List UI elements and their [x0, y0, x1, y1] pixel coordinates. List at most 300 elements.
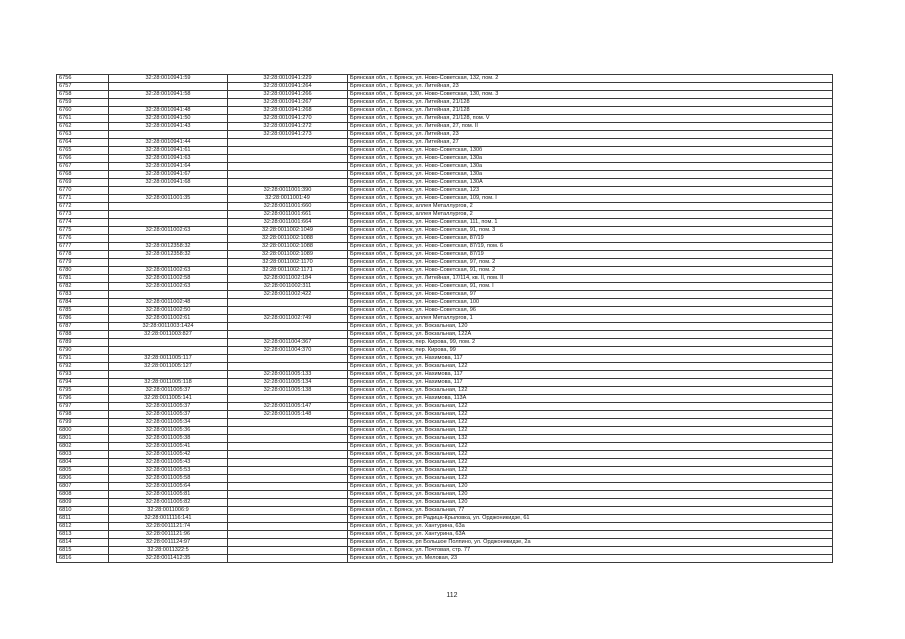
- address-cell: Брянская обл., г. Брянск, ул. Ново-Советская, 132, пом. 2: [348, 75, 833, 83]
- address-cell: Брянская обл., г. Брянск, ул. Вокзальная, 120: [348, 323, 833, 331]
- address-cell: Брянская обл., г. Брянск, ул. Литейная, 21/128, пом. V: [348, 115, 833, 123]
- table-row: [57, 123, 833, 131]
- object-number-cell: [228, 531, 348, 539]
- table-row: [57, 427, 833, 435]
- parcel-number-cell: 32:28:0011322:5: [109, 547, 228, 555]
- address-cell: Брянская обл., г. Брянск, ул. Литейная, 21/128: [348, 107, 833, 115]
- row-number-cell: 6808: [57, 491, 109, 499]
- table-row: [57, 283, 833, 291]
- parcel-number-cell: 32:28:0011005:41: [109, 443, 228, 451]
- object-number-cell: 32:28:0010941:229: [228, 75, 348, 83]
- address-cell: Брянская обл., г. Брянск, ул. Вокзальная, 122А: [348, 331, 833, 339]
- address-cell: Брянская обл., г. Брянск, ул. Нахимова, 117: [348, 355, 833, 363]
- table-row: [57, 331, 833, 339]
- table-row: [57, 75, 833, 83]
- row-number-cell: 6792: [57, 363, 109, 371]
- row-number-cell: 6791: [57, 355, 109, 363]
- address-cell: Брянская обл., г. Брянск, аллея Металлургов, 2: [348, 203, 833, 211]
- row-number-cell: 6768: [57, 171, 109, 179]
- address-cell: Брянская обл., г. Брянск, ул. Вокзальная, 132: [348, 435, 833, 443]
- address-cell: Брянская обл., г. Брянск, ул. Вокзальная, 122: [348, 411, 833, 419]
- object-number-cell: 32:28:0010941:264: [228, 83, 348, 91]
- parcel-number-cell: 32:28:0011002:63: [109, 267, 228, 275]
- address-cell: Брянская обл., г. Брянск, пер. Кирова, 99, пом. 2: [348, 339, 833, 347]
- object-number-cell: 32:28:0011002:1170: [228, 259, 348, 267]
- address-cell: Брянская обл., г. Брянск, ул. Вокзальная, 120: [348, 499, 833, 507]
- table-row: [57, 163, 833, 171]
- table-row: [57, 307, 833, 315]
- table-row: [57, 547, 833, 555]
- address-cell: Брянская обл., г. Брянск, ул. Вокзальная, 122: [348, 451, 833, 459]
- object-number-cell: 32:28:0011002:1088: [228, 243, 348, 251]
- row-number-cell: 6784: [57, 299, 109, 307]
- row-number-cell: 6759: [57, 99, 109, 107]
- row-number-cell: 6809: [57, 499, 109, 507]
- row-number-cell: 6765: [57, 147, 109, 155]
- row-number-cell: 6760: [57, 107, 109, 115]
- address-cell: Брянская обл., г. Брянск, ул. Ново-Советская, 91, пом. 3: [348, 227, 833, 235]
- object-number-cell: [228, 363, 348, 371]
- table-row: [57, 315, 833, 323]
- object-number-cell: 32:28:0011002:184: [228, 275, 348, 283]
- row-number-cell: 6794: [57, 379, 109, 387]
- address-cell: Брянская обл., г. Брянск, ул. Вокзальная, 77: [348, 507, 833, 515]
- table-row: [57, 83, 833, 91]
- address-cell: Брянская обл., г. Брянск, ул. Вокзальная, 122: [348, 459, 833, 467]
- parcel-number-cell: [109, 291, 228, 299]
- address-cell: Брянская обл., г. Брянск, ул. Нахимова, 117: [348, 371, 833, 379]
- object-number-cell: [228, 179, 348, 187]
- table-row: [57, 371, 833, 379]
- table-row: [57, 211, 833, 219]
- object-number-cell: [228, 155, 348, 163]
- table-row: [57, 219, 833, 227]
- parcel-number-cell: 32:28:0011005:43: [109, 459, 228, 467]
- address-cell: Брянская обл., г. Брянск, рп Большое Полпино, ул. Орджоникидзе, 2а: [348, 539, 833, 547]
- address-cell: Брянская обл., г. Брянск, ул. Ново-Советская, 130а: [348, 155, 833, 163]
- row-number-cell: 6756: [57, 75, 109, 83]
- address-cell: Брянская обл., г. Брянск, ул. Вокзальная, 120: [348, 491, 833, 499]
- address-cell: Брянская обл., г. Брянск, ул. Ново-Советская, 96: [348, 307, 833, 315]
- object-number-cell: 32:28:0011001:49: [228, 195, 348, 203]
- table-row: [57, 403, 833, 411]
- parcel-number-cell: 32:28:0011005:36: [109, 427, 228, 435]
- row-number-cell: 6787: [57, 323, 109, 331]
- address-cell: Брянская обл., г. Брянск, ул. Ново-Советская, 97: [348, 291, 833, 299]
- object-number-cell: 32:28:0011005:147: [228, 403, 348, 411]
- parcel-number-cell: [109, 83, 228, 91]
- object-number-cell: 32:28:0011001:664: [228, 219, 348, 227]
- row-number-cell: 6800: [57, 427, 109, 435]
- address-cell: Брянская обл., г. Брянск, ул. Хантурина, 63А: [348, 531, 833, 539]
- row-number-cell: 6771: [57, 195, 109, 203]
- row-number-cell: 6767: [57, 163, 109, 171]
- table-row: [57, 259, 833, 267]
- parcel-number-cell: 32:28:0010941:48: [109, 107, 228, 115]
- row-number-cell: 6796: [57, 395, 109, 403]
- table-row: [57, 379, 833, 387]
- row-number-cell: 6757: [57, 83, 109, 91]
- object-number-cell: 32:28:0011002:1089: [228, 251, 348, 259]
- parcel-number-cell: [109, 235, 228, 243]
- table-row: [57, 275, 833, 283]
- object-number-cell: [228, 459, 348, 467]
- row-number-cell: 6758: [57, 91, 109, 99]
- address-cell: Брянская обл., г. Брянск, ул. Ново-Советская, 87/19: [348, 235, 833, 243]
- row-number-cell: 6776: [57, 235, 109, 243]
- table-row: [57, 395, 833, 403]
- row-number-cell: 6802: [57, 443, 109, 451]
- table-row: [57, 355, 833, 363]
- object-number-cell: 32:28:0011002:749: [228, 315, 348, 323]
- address-cell: Брянская обл., г. Брянск, ул. Вокзальная, 122: [348, 403, 833, 411]
- parcel-number-cell: 32:28:0011006:9: [109, 507, 228, 515]
- table-row: [57, 483, 833, 491]
- row-number-cell: 6780: [57, 267, 109, 275]
- address-cell: Брянская обл., г. Брянск, ул. Литейная, 21/128: [348, 99, 833, 107]
- table-row: [57, 419, 833, 427]
- parcel-number-cell: 32:28:0010941:58: [109, 91, 228, 99]
- table-row: [57, 443, 833, 451]
- address-cell: Брянская обл., г. Брянск, ул. Литейная, 23: [348, 131, 833, 139]
- table-row: [57, 387, 833, 395]
- address-cell: Брянская обл., г. Брянск, ул. Вокзальная, 122: [348, 387, 833, 395]
- row-number-cell: 6779: [57, 259, 109, 267]
- address-cell: Брянская обл., г. Брянск, ул. Вокзальная, 122: [348, 419, 833, 427]
- object-number-cell: [228, 435, 348, 443]
- address-cell: Брянская обл., г. Брянск, ул. Ново-Советская, 123: [348, 187, 833, 195]
- table-row: [57, 507, 833, 515]
- parcel-number-cell: 32:28:0011124:97: [109, 539, 228, 547]
- table-row: [57, 107, 833, 115]
- address-cell: Брянская обл., г. Брянск, ул. Нахимова, 113А: [348, 395, 833, 403]
- address-cell: Брянская обл., г. Брянск, ул. Ново-Советская, 91, пом. I: [348, 283, 833, 291]
- object-number-cell: 32:28:0011002:1049: [228, 227, 348, 235]
- table-row: [57, 323, 833, 331]
- table-row: [57, 451, 833, 459]
- parcel-number-cell: 32:28:0011002:63: [109, 227, 228, 235]
- row-number-cell: 6770: [57, 187, 109, 195]
- parcel-number-cell: [109, 203, 228, 211]
- object-number-cell: [228, 147, 348, 155]
- row-number-cell: 6805: [57, 467, 109, 475]
- object-number-cell: [228, 307, 348, 315]
- table-row: [57, 91, 833, 99]
- parcel-number-cell: 32:28:0010941:50: [109, 115, 228, 123]
- parcel-number-cell: 32:28:0011005:38: [109, 435, 228, 443]
- object-number-cell: 32:28:0010941:267: [228, 99, 348, 107]
- object-number-cell: 32:28:0011004:370: [228, 347, 348, 355]
- address-cell: Брянская обл., г. Брянск, ул. Вокзальная, 122: [348, 467, 833, 475]
- table-row: [57, 171, 833, 179]
- table-row: [57, 195, 833, 203]
- address-cell: Брянская обл., г. Брянск, пер. Кирова, 99: [348, 347, 833, 355]
- address-cell: Брянская обл., г. Брянск, ул. Вокзальная, 122: [348, 475, 833, 483]
- object-number-cell: [228, 163, 348, 171]
- parcel-number-cell: 32:28:0011005:118: [109, 379, 228, 387]
- address-cell: Брянская обл., г. Брянск, ул. Вокзальная, 122: [348, 443, 833, 451]
- table-row: [57, 187, 833, 195]
- cadastral-table: [56, 74, 833, 563]
- row-number-cell: 6781: [57, 275, 109, 283]
- row-number-cell: 6799: [57, 419, 109, 427]
- table-row: [57, 515, 833, 523]
- object-number-cell: [228, 395, 348, 403]
- object-number-cell: 32:28:0011005:134: [228, 379, 348, 387]
- parcel-number-cell: 32:28:0012358:32: [109, 243, 228, 251]
- address-cell: Брянская обл., г. Брянск, ул. Ново-Советская, 97, пом. 2: [348, 259, 833, 267]
- table-row: [57, 267, 833, 275]
- parcel-number-cell: 32:28:0011002:58: [109, 275, 228, 283]
- parcel-number-cell: 32:28:0011005:127: [109, 363, 228, 371]
- table-row: [57, 531, 833, 539]
- parcel-number-cell: [109, 259, 228, 267]
- object-number-cell: [228, 515, 348, 523]
- table-row: [57, 243, 833, 251]
- row-number-cell: 6790: [57, 347, 109, 355]
- address-cell: Брянская обл., г. Брянск, ул. Литейная, 27, пом. II: [348, 123, 833, 131]
- address-cell: Брянская обл., г. Брянск, ул. Литейная, 23: [348, 83, 833, 91]
- address-cell: Брянская обл., г. Брянск, ул. Почтовая, стр. 77: [348, 547, 833, 555]
- object-number-cell: [228, 507, 348, 515]
- row-number-cell: 6798: [57, 411, 109, 419]
- object-number-cell: 32:28:0011002:1088: [228, 235, 348, 243]
- row-number-cell: 6783: [57, 291, 109, 299]
- parcel-number-cell: [109, 131, 228, 139]
- row-number-cell: 6804: [57, 459, 109, 467]
- address-cell: Брянская обл., г. Брянск, ул. Вокзальная, 120: [348, 483, 833, 491]
- parcel-number-cell: 32:28:0011005:58: [109, 475, 228, 483]
- object-number-cell: [228, 139, 348, 147]
- table-row: [57, 115, 833, 123]
- address-cell: Брянская обл., г. Брянск, ул. Ново-Советская, 87/19, пом. 6: [348, 243, 833, 251]
- object-number-cell: [228, 491, 348, 499]
- address-cell: Брянская обл., г. Брянск, ул. Литейная, 17/114, кв. II, пом. II: [348, 275, 833, 283]
- table-row: [57, 475, 833, 483]
- page-number: 112: [446, 592, 458, 599]
- address-cell: Брянская обл., г. Брянск, ул. Вокзальная, 122: [348, 427, 833, 435]
- object-number-cell: [228, 331, 348, 339]
- row-number-cell: 6793: [57, 371, 109, 379]
- parcel-number-cell: 32:28:0010941:59: [109, 75, 228, 83]
- table-row: [57, 339, 833, 347]
- parcel-number-cell: 32:28:0010941:43: [109, 123, 228, 131]
- row-number-cell: 6814: [57, 539, 109, 547]
- object-number-cell: [228, 539, 348, 547]
- object-number-cell: [228, 499, 348, 507]
- row-number-cell: 6773: [57, 211, 109, 219]
- table-row: [57, 363, 833, 371]
- address-cell: Брянская обл., г. Брянск, ул. Ново-Советская, 91, пом. 2: [348, 267, 833, 275]
- table-body: [57, 75, 833, 563]
- row-number-cell: 6785: [57, 307, 109, 315]
- parcel-number-cell: 32:28:0010941:67: [109, 171, 228, 179]
- object-number-cell: 32:28:0010941:268: [228, 107, 348, 115]
- parcel-number-cell: 32:28:0010941:63: [109, 155, 228, 163]
- table-row: [57, 299, 833, 307]
- row-number-cell: 6763: [57, 131, 109, 139]
- table-row: [57, 555, 833, 563]
- table-row: [57, 235, 833, 243]
- address-cell: Брянская обл., г. Брянск, ул. Хантурина, 63а: [348, 523, 833, 531]
- object-number-cell: [228, 299, 348, 307]
- row-number-cell: 6813: [57, 531, 109, 539]
- table-row: [57, 539, 833, 547]
- address-cell: Брянская обл., г. Брянск, ул. Меловая, 23: [348, 555, 833, 563]
- table-row: [57, 347, 833, 355]
- parcel-number-cell: 32:28:0011005:37: [109, 403, 228, 411]
- row-number-cell: 6803: [57, 451, 109, 459]
- row-number-cell: 6789: [57, 339, 109, 347]
- table-row: [57, 179, 833, 187]
- address-cell: Брянская обл., г. Брянск, аллея Металлургов, 2: [348, 211, 833, 219]
- object-number-cell: [228, 523, 348, 531]
- address-cell: Брянская обл., г. Брянск, аллея Металлургов, 1: [348, 315, 833, 323]
- parcel-number-cell: 32:28:0011005:117: [109, 355, 228, 363]
- row-number-cell: 6812: [57, 523, 109, 531]
- row-number-cell: 6772: [57, 203, 109, 211]
- address-cell: Брянская обл., г. Брянск, ул. Ново-Советская, 100: [348, 299, 833, 307]
- table-row: [57, 459, 833, 467]
- row-number-cell: 6811: [57, 515, 109, 523]
- row-number-cell: 6774: [57, 219, 109, 227]
- parcel-number-cell: 32:28:0011005:53: [109, 467, 228, 475]
- object-number-cell: [228, 451, 348, 459]
- address-cell: Брянская обл., г. Брянск, ул. Ново-Советская, 130, пом. 3: [348, 91, 833, 99]
- object-number-cell: 32:28:0011001:660: [228, 203, 348, 211]
- row-number-cell: 6777: [57, 243, 109, 251]
- table-row: [57, 523, 833, 531]
- address-cell: Брянская обл., г. Брянск, ул. Ново-Советская, 109, пом. I: [348, 195, 833, 203]
- object-number-cell: 32:28:0011001:661: [228, 211, 348, 219]
- table-row: [57, 147, 833, 155]
- row-number-cell: 6782: [57, 283, 109, 291]
- row-number-cell: 6766: [57, 155, 109, 163]
- object-number-cell: [228, 419, 348, 427]
- object-number-cell: [228, 483, 348, 491]
- object-number-cell: 32:28:0011002:422: [228, 291, 348, 299]
- parcel-number-cell: 32:28:0011002:63: [109, 283, 228, 291]
- row-number-cell: 6815: [57, 547, 109, 555]
- object-number-cell: 32:28:0010941:266: [228, 91, 348, 99]
- object-number-cell: 32:28:0011002:1171: [228, 267, 348, 275]
- object-number-cell: [228, 427, 348, 435]
- table-row: [57, 411, 833, 419]
- object-number-cell: 32:28:0011005:138: [228, 387, 348, 395]
- row-number-cell: 6775: [57, 227, 109, 235]
- object-number-cell: [228, 555, 348, 563]
- parcel-number-cell: 32:28:0011003:1424: [109, 323, 228, 331]
- address-cell: Брянская обл., г. Брянск, ул. Ново-Советская, 111, пом. 1: [348, 219, 833, 227]
- table-row: [57, 203, 833, 211]
- table-row: [57, 227, 833, 235]
- parcel-number-cell: 32:28:0011121:96: [109, 531, 228, 539]
- object-number-cell: 32:28:0011004:367: [228, 339, 348, 347]
- parcel-number-cell: [109, 211, 228, 219]
- row-number-cell: 6762: [57, 123, 109, 131]
- parcel-number-cell: 32:28:0012358:32: [109, 251, 228, 259]
- parcel-number-cell: 32:28:0011005:37: [109, 387, 228, 395]
- object-number-cell: [228, 547, 348, 555]
- row-number-cell: 6788: [57, 331, 109, 339]
- row-number-cell: 6816: [57, 555, 109, 563]
- parcel-number-cell: [109, 187, 228, 195]
- object-number-cell: 32:28:0011001:390: [228, 187, 348, 195]
- row-number-cell: 6769: [57, 179, 109, 187]
- parcel-number-cell: 32:28:0011002:48: [109, 299, 228, 307]
- address-cell: Брянская обл., г. Брянск, ул. Ново-Советская, 130А: [348, 179, 833, 187]
- address-cell: Брянская обл., г. Брянск, ул. Ново-Советская, 130а: [348, 171, 833, 179]
- table-row: [57, 499, 833, 507]
- object-number-cell: 32:28:0010941:270: [228, 115, 348, 123]
- object-number-cell: [228, 355, 348, 363]
- parcel-number-cell: 32:28:0010941:44: [109, 139, 228, 147]
- object-number-cell: [228, 475, 348, 483]
- object-number-cell: 32:28:0011005:148: [228, 411, 348, 419]
- parcel-number-cell: 32:28:0011001:35: [109, 195, 228, 203]
- row-number-cell: 6806: [57, 475, 109, 483]
- parcel-number-cell: [109, 339, 228, 347]
- address-cell: Брянская обл., г. Брянск, ул. Литейная, 27: [348, 139, 833, 147]
- table-row: [57, 467, 833, 475]
- row-number-cell: 6761: [57, 115, 109, 123]
- row-number-cell: 6786: [57, 315, 109, 323]
- parcel-number-cell: 32:28:0010941:68: [109, 179, 228, 187]
- parcel-number-cell: 32:28:0011005:34: [109, 419, 228, 427]
- parcel-number-cell: 32:28:0011412:35: [109, 555, 228, 563]
- row-number-cell: 6797: [57, 403, 109, 411]
- parcel-number-cell: 32:28:0011005:42: [109, 451, 228, 459]
- parcel-number-cell: 32:28:0011005:141: [109, 395, 228, 403]
- table-row: [57, 435, 833, 443]
- object-number-cell: 32:28:0010941:273: [228, 131, 348, 139]
- row-number-cell: 6801: [57, 435, 109, 443]
- object-number-cell: [228, 323, 348, 331]
- object-number-cell: 32:28:0010941:272: [228, 123, 348, 131]
- row-number-cell: 6807: [57, 483, 109, 491]
- parcel-number-cell: [109, 219, 228, 227]
- parcel-number-cell: 32:28:0010941:61: [109, 147, 228, 155]
- address-cell: Брянская обл., г. Брянск, ул. Нахимова, 117: [348, 379, 833, 387]
- object-number-cell: 32:28:0011002:311: [228, 283, 348, 291]
- parcel-number-cell: 32:28:0011003:827: [109, 331, 228, 339]
- parcel-number-cell: 32:28:0011005:64: [109, 483, 228, 491]
- row-number-cell: 6810: [57, 507, 109, 515]
- address-cell: Брянская обл., г. Брянск, ул. Вокзальная, 122: [348, 363, 833, 371]
- table-row: [57, 99, 833, 107]
- parcel-number-cell: 32:28:0010941:64: [109, 163, 228, 171]
- row-number-cell: 6778: [57, 251, 109, 259]
- address-cell: Брянская обл., г. Брянск, ул. Ново-Советская, 130б: [348, 147, 833, 155]
- table-row: [57, 291, 833, 299]
- address-cell: Брянская обл., г. Брянск, рп Радица-Крыловка, ул. Орджоникидзе, 61: [348, 515, 833, 523]
- parcel-number-cell: [109, 371, 228, 379]
- table-row: [57, 491, 833, 499]
- parcel-number-cell: [109, 99, 228, 107]
- address-cell: Брянская обл., г. Брянск, ул. Ново-Советская, 130а: [348, 163, 833, 171]
- table-row: [57, 131, 833, 139]
- row-number-cell: 6764: [57, 139, 109, 147]
- table-row: [57, 251, 833, 259]
- parcel-number-cell: 32:28:0011116:141: [109, 515, 228, 523]
- parcel-number-cell: 32:28:0011005:37: [109, 411, 228, 419]
- parcel-number-cell: 32:28:0011002:61: [109, 315, 228, 323]
- address-cell: Брянская обл., г. Брянск, ул. Ново-Советская, 87/19: [348, 251, 833, 259]
- parcel-number-cell: 32:28:0011005:82: [109, 499, 228, 507]
- table-row: [57, 155, 833, 163]
- object-number-cell: [228, 443, 348, 451]
- parcel-number-cell: [109, 347, 228, 355]
